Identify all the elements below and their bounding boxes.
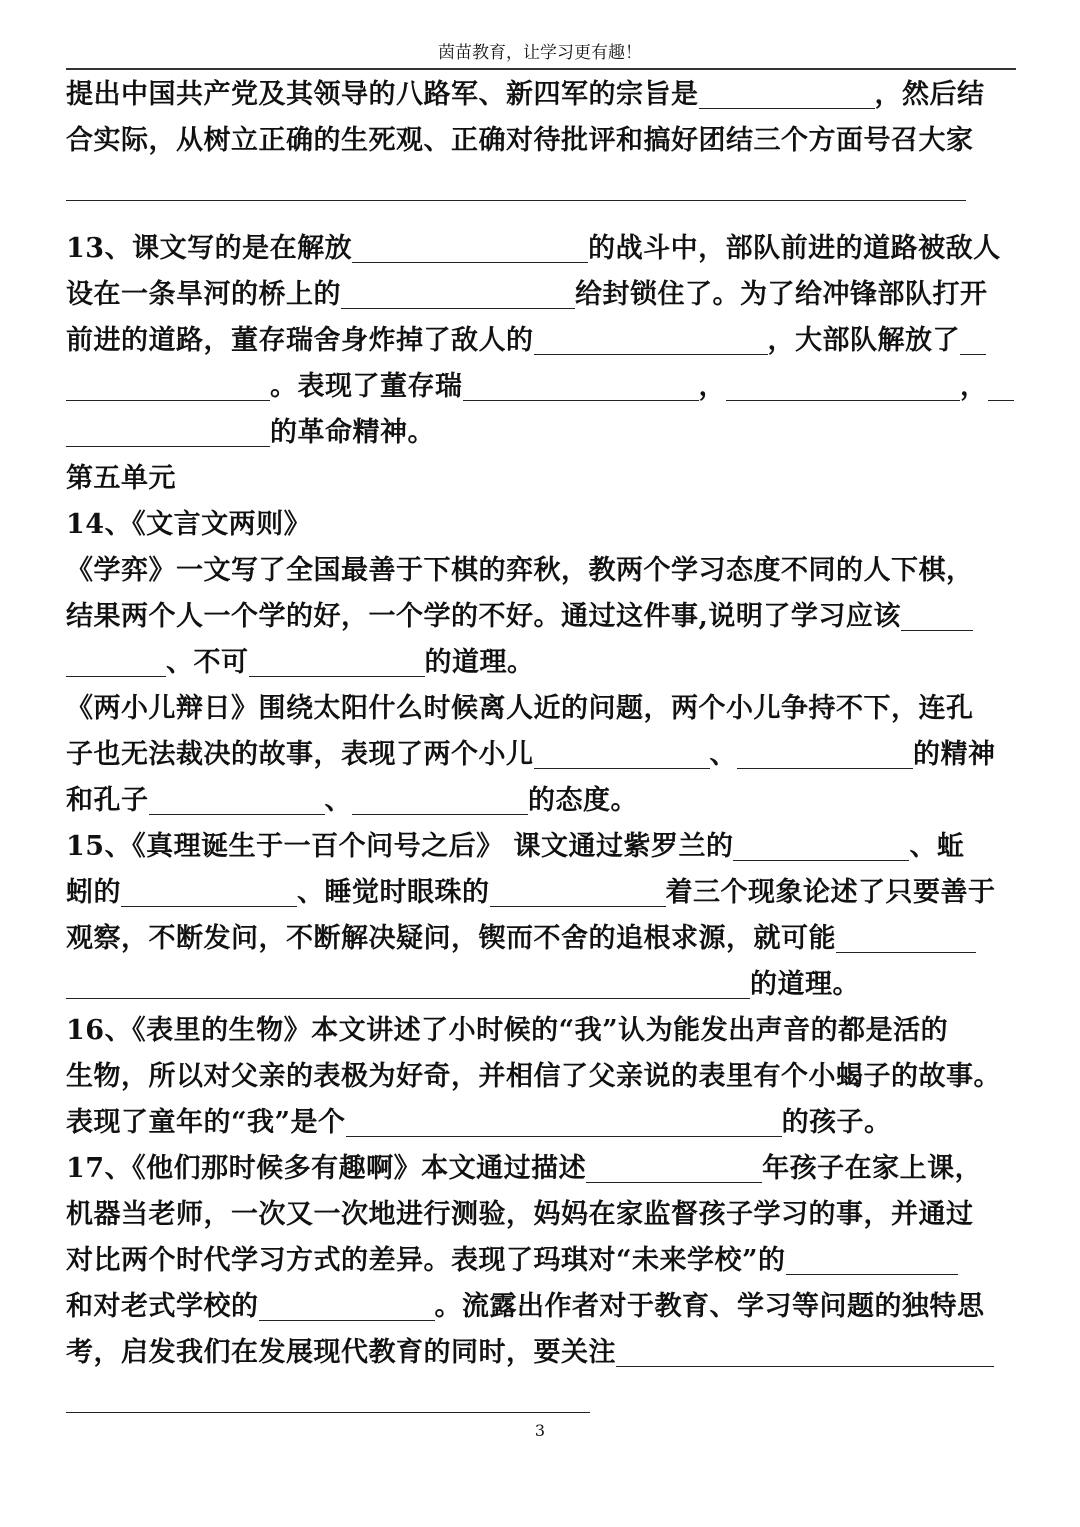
page-number: 3: [534, 1421, 546, 1440]
text-line: 对比两个时代学习方式的差异。表现了玛琪对“未来学校”的: [66, 1238, 1016, 1284]
answer-blank[interactable]: [346, 1106, 782, 1137]
text-line: 《两小儿辩日》围绕太阳什么时候离人近的问题，两个小儿争持不下，连孔: [66, 693, 974, 724]
answer-blank[interactable]: [534, 324, 768, 355]
answer-blank[interactable]: [66, 646, 166, 677]
text-line: 的革命精神。: [66, 410, 1016, 456]
text-line: 和孔子 、 的态度。: [66, 785, 638, 816]
answer-blank[interactable]: [66, 1382, 590, 1413]
text-line: 合实际，从树立正确的生死观、正确对待批评和搞好团结三个方面号召大家: [66, 125, 974, 156]
answer-blank[interactable]: [352, 232, 588, 263]
question-17-line: 17、《他们那时候多有趣啊》本文通过描述 年孩子在家上课，: [66, 1153, 983, 1184]
answer-blank[interactable]: [121, 876, 297, 907]
answer-blank[interactable]: [534, 738, 710, 769]
answer-blank[interactable]: [490, 876, 666, 907]
text-line: 蚓的 、睡觉时眼珠的 着三个现象论述了只要善于: [66, 877, 996, 908]
text-line: 的道理。: [66, 962, 1016, 1008]
answer-blank[interactable]: [259, 1290, 435, 1321]
text-line: 、不可 的道理。: [66, 640, 1016, 686]
answer-blank[interactable]: [901, 600, 973, 631]
answer-blank[interactable]: [737, 738, 913, 769]
header-rule: [66, 68, 1016, 70]
text-line: 和对老式学校的 。流露出作者对于教育、学习等问题的独特思: [66, 1291, 985, 1322]
answer-blank[interactable]: [149, 784, 325, 815]
question-13-line: 13、课文写的是在解放 的战斗中，部队前进的道路被敌人: [66, 233, 1001, 264]
text-line: 《学弈》一文写了全国最善于下棋的弈秋，教两个学习态度不同的人下棋，: [66, 555, 974, 586]
answer-blank[interactable]: [786, 1244, 958, 1275]
answer-blank[interactable]: [586, 1152, 762, 1183]
text-line: 表现了童年的“我”是个 的孩子。: [66, 1107, 892, 1138]
text-line: [66, 164, 1016, 210]
text-line: 。表现了董存瑞 ， ，: [66, 364, 1016, 410]
text-line: 提出中国共产党及其领导的八路军、新四军的宗旨是 ，然后结: [66, 79, 985, 110]
answer-blank[interactable]: [249, 646, 425, 677]
answer-blank[interactable]: [341, 278, 575, 309]
worksheet-body: [66, 72, 1016, 1422]
answer-blank[interactable]: [463, 370, 699, 401]
question-15-line: 15、《真理诞生于一百个问号之后》 课文通过紫罗兰的 、蚯: [66, 831, 965, 862]
text-line: 生物，所以对父亲的表极为好奇，并相信了父亲说的表里有个小蝎子的故事。: [66, 1061, 1001, 1092]
text-line: 结果两个人一个学的好，一个学的不好。通过这件事,说明了学习应该: [66, 594, 1016, 640]
answer-blank[interactable]: [66, 968, 750, 999]
answer-blank[interactable]: [616, 1336, 994, 1367]
answer-blank[interactable]: [836, 922, 976, 953]
text-line: 设在一条旱河的桥上的 给封锁住了。为了给冲锋部队打开: [66, 279, 988, 310]
answer-blank[interactable]: [960, 324, 986, 355]
text-line: 子也无法裁决的故事，表现了两个小儿 、 的精神: [66, 739, 996, 770]
text-line: 观察，不断发问，不断解决疑问，锲而不舍的追根求源，就可能: [66, 916, 1016, 962]
answer-blank[interactable]: [66, 170, 966, 201]
text-line: 考，启发我们在发展现代教育的同时，要关注: [66, 1330, 1016, 1376]
answer-blank[interactable]: [66, 370, 270, 401]
unit-heading: 第五单元: [66, 463, 176, 494]
question-14-title: 14、《文言文两则》: [66, 509, 312, 540]
page-header: 茵苗教育，让学习更有趣！: [438, 43, 642, 63]
answer-blank[interactable]: [352, 784, 528, 815]
answer-blank[interactable]: [726, 370, 960, 401]
answer-blank[interactable]: [988, 370, 1014, 401]
answer-blank[interactable]: [733, 830, 909, 861]
text-line: 机器当老师，一次又一次地进行测验，妈妈在家监督孩子学习的事，并通过: [66, 1199, 974, 1230]
answer-blank[interactable]: [66, 416, 270, 447]
answer-blank[interactable]: [699, 78, 875, 109]
text-line: 前进的道路，董存瑞舍身炸掉了敌人的 ，大部队解放了: [66, 318, 1016, 364]
question-16-line: 16、《表里的生物》本文讲述了小时候的“我”认为能发出声音的都是活的: [66, 1015, 949, 1046]
text-line: [66, 1376, 1016, 1422]
